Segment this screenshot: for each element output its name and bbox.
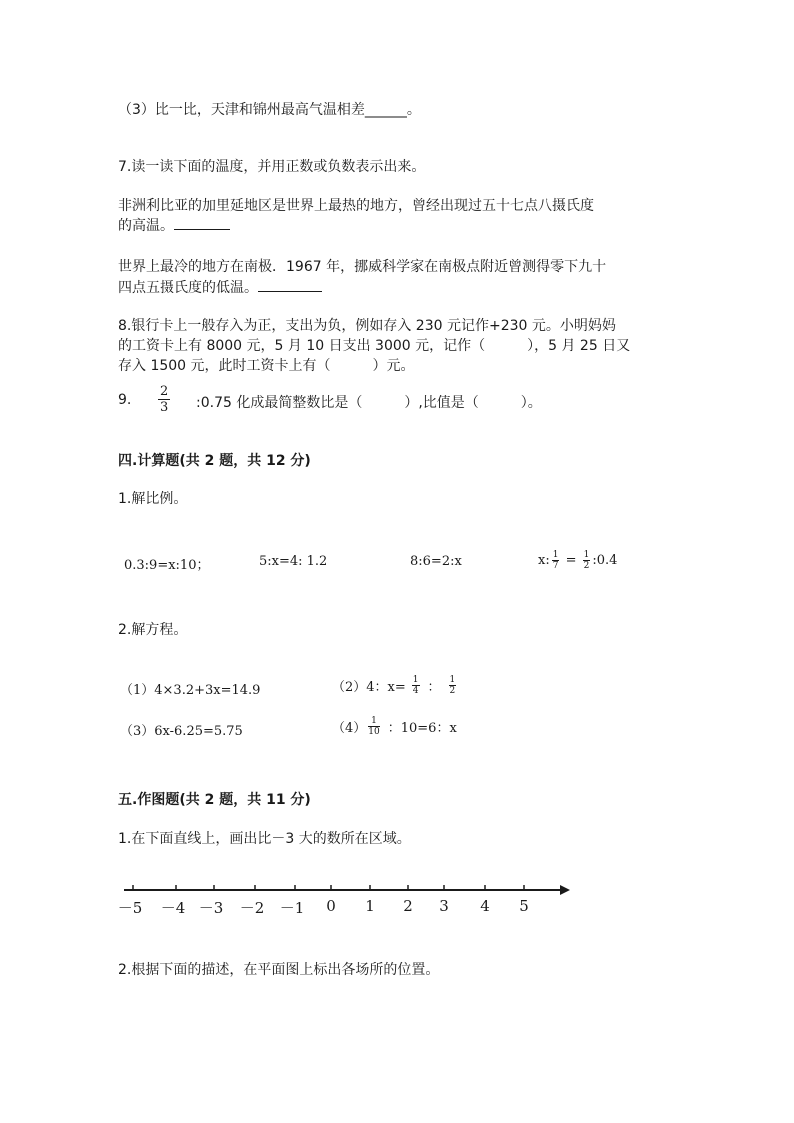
number-line-label: －1	[279, 899, 305, 917]
question-7-p1-line1: 非洲利比亚的加里延地区是世界上最热的地方，曾经出现过五十七点八摄氏度	[118, 198, 594, 214]
fraction-one-half: $\frac{1}{2}$	[583, 550, 590, 571]
answer-blank[interactable]	[174, 229, 230, 230]
number-line-label: 3	[439, 897, 449, 915]
question-8-line1: 8.银行卡上一般存入为正，支出为负，例如存入 230 元记作+230 元。小明妈妈	[118, 318, 616, 334]
question-8-line3: 存入 1500 元，此时工资卡上有（ ）元。	[118, 358, 415, 374]
equation-2	[332, 675, 458, 696]
number-line-label: 1	[365, 897, 375, 915]
fraction-numerator: 2	[160, 384, 169, 399]
question-9-text: :0.75 化成最简整数比是（ ）,比值是（ ）。	[196, 395, 542, 411]
equation-4	[332, 716, 457, 737]
equation-3: （3）6x-6.25=5.75	[120, 724, 243, 739]
section-4-q2-title: 2.解方程。	[118, 622, 188, 638]
number-line-label: －5	[117, 899, 143, 917]
proportion-eq-4	[538, 550, 617, 571]
question-7-p2-line1: 世界上最冷的地方在南极．1967 年，挪威科学家在南极点附近曾测得零下九十	[118, 259, 607, 275]
number-line-label: 4	[480, 897, 490, 915]
equation-1: （1）4×3.2+3x=14.9	[120, 683, 261, 698]
eq-text: ：	[427, 680, 441, 695]
proportion-eq-1: 0.3:9=x:10；	[124, 558, 210, 573]
eq-text: =	[561, 553, 581, 568]
number-line-label: 0	[326, 897, 336, 915]
question-7-title: 7.读一读下面的温度，并用正数或负数表示出来。	[118, 159, 426, 175]
question-7-p2-line2: 四点五摄氏度的低温。	[118, 277, 322, 297]
eq-text: （2）4：x=	[332, 680, 406, 695]
proportion-eq-3: 8:6=2:x	[410, 554, 462, 569]
number-line-arrow-icon	[560, 885, 570, 895]
question-7-p1-line2: 的高温。	[118, 215, 230, 235]
fraction-one-seventh: $\frac{1}{7}$	[552, 550, 559, 571]
eq-text: ：10=6：x	[387, 721, 457, 736]
number-line-label: －2	[239, 899, 265, 917]
proportion-eq-2: 5:x=4: 1.2	[259, 554, 328, 569]
eq-text: x:	[538, 553, 550, 568]
eq-text: （4）	[332, 721, 367, 736]
section-4-title: 四.计算题(共 2 题，共 12 分)	[118, 453, 311, 469]
question-8-line2: 的工资卡上有 8000 元，5 月 10 日支出 3000 元，记作（ ），5 月 25 日又	[118, 338, 631, 354]
section-5-q1: 1.在下面直线上，画出比－3 大的数所在区域。	[118, 831, 411, 847]
answer-blank[interactable]	[258, 291, 322, 292]
section-5-title: 五.作图题(共 2 题，共 11 分)	[118, 792, 311, 808]
fraction-one-tenth: $\frac{1}{10}$	[368, 716, 380, 737]
section-5-q2: 2.根据下面的描述，在平面图上标出各场所的位置。	[118, 962, 440, 978]
question-3-sub: （3）比一比，天津和锦州最高气温相差______。	[118, 102, 421, 118]
number-line-label: －4	[160, 899, 186, 917]
eq-text: :0.4	[592, 553, 618, 568]
fraction-two-thirds	[158, 384, 170, 415]
fraction-one-half: $\frac{1}{2}$	[449, 675, 456, 696]
fraction-denominator: 3	[160, 400, 169, 415]
number-line-label: －3	[198, 899, 224, 917]
number-line-label: 5	[519, 897, 529, 915]
question-9-number: 9.	[118, 392, 132, 408]
fraction-one-quarter: $\frac{1}{4}$	[412, 675, 419, 696]
number-line-label: 2	[403, 897, 413, 915]
section-4-q1-title: 1.解比例。	[118, 491, 188, 507]
